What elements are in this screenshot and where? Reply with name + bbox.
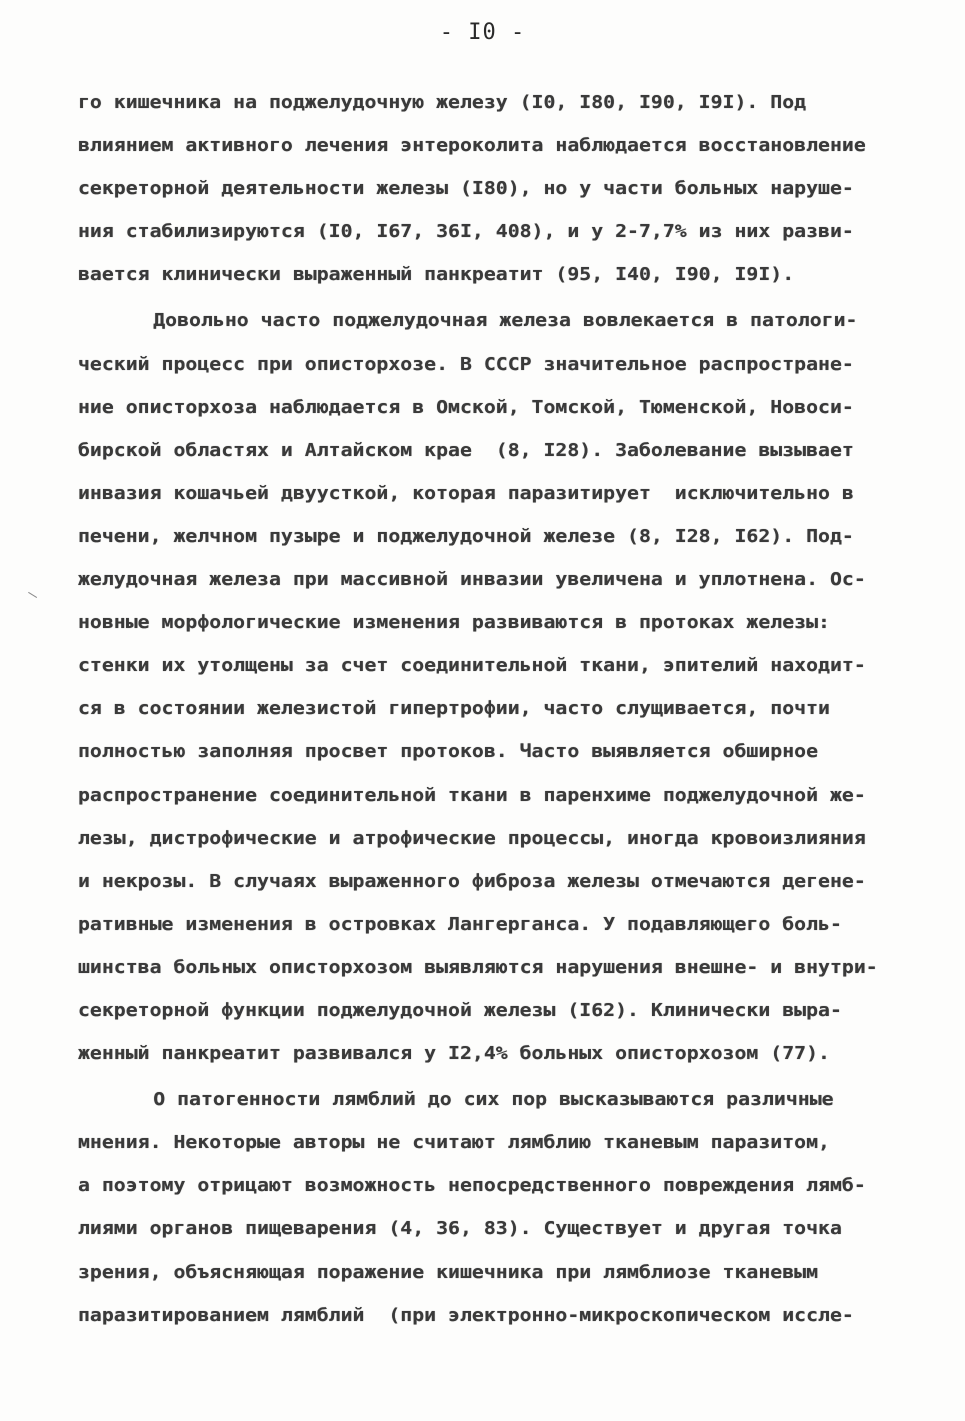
stray-mark [25,592,37,603]
text-line: ческий процесс при описторхозе. В СССР значительное распростране- [78,354,854,375]
text-line: распространение соединительной ткани в паренхиме поджелудочной же- [78,785,866,806]
text-line: шинства больных описторхозом выявляются нарушения внешне- и внутри- [78,957,878,978]
text-line: паразитированием лямблий (при электронно-микроскопическом иссле- [78,1305,854,1326]
text-line: а поэтому отрицают возможность непосредственного повреждения лямб- [78,1176,866,1197]
text-line: желудочная железа при массивной инвазии увеличена и уплотнена. Ос- [78,570,866,591]
page-number: - I0 - [439,20,526,45]
text-line: лиями органов пищеварения (4, 36, 83). Существует и другая точка [78,1219,842,1240]
paragraph-2 [78,300,938,1076]
text-line: Довольно часто поджелудочная железа вовлекается в патологи- [153,311,858,332]
text-line: лезы, дистрофические и атрофические процессы, иногда кровоизлияния [78,828,866,849]
text-line: и некрозы. В случаях выраженного фиброза железы отмечаются дегене- [78,871,866,892]
text-line: печени, желчном пузыре и поджелудочной железе (8, I28, I62). Под- [78,526,854,547]
text-line: зрения, объясняющая поражение кишечника при лямблиозе тканевым [78,1262,819,1283]
text-line: мнения. Некоторые авторы не считают лямблию тканевым паразитом, [78,1133,830,1154]
text-line: новные морфологические изменения развиваются в протоках железы: [78,613,830,634]
text-line: ние описторхоза наблюдается в Омской, Томской, Тюменской, Новоси- [78,397,854,418]
text-line: ративные изменения в островках Лангерганса. У подавляющего боль- [78,914,842,935]
text-line: женный панкреатит развивался у I2,4% больных описторхозом (77). [78,1044,830,1065]
text-line: инвазия кошачьей двуусткой, которая паразитирует исключительно в [78,483,854,504]
text-line: О патогенности лямблий до сих пор высказываются различные [153,1090,834,1111]
text-line: вается клинически выраженный панкреатит (95, I40, I90, I9I). [78,265,795,286]
text-line: секреторной деятельности железы (I80), но у части больных наруше- [78,179,854,200]
text-line: стенки их утолщены за счет соединительной ткани, эпителий находит- [78,656,866,677]
text-line: бирской областях и Алтайском крае (8, I28). Заболевание вызывает [78,440,854,461]
text-line: влиянием активного лечения энтероколита наблюдается восстановление [78,136,866,157]
paragraph-3 [78,1079,938,1338]
body-text [78,82,938,1338]
text-line: го кишечника на поджелудочную железу (I0, I80, I90, I9I). Под [78,93,807,113]
text-line: секреторной функции поджелудочной железы (I62). Клинически выра- [78,1000,842,1021]
paragraph-1 [78,82,938,297]
text-line: ся в состоянии железистой гипертрофии, часто слущивается, почти [78,699,830,720]
text-line: полностью заполняя просвет протоков. Часто выявляется обширное [78,742,819,763]
text-line: ния стабилизируются (I0, I67, 36I, 408), и у 2-7,7% из них разви- [78,222,854,243]
